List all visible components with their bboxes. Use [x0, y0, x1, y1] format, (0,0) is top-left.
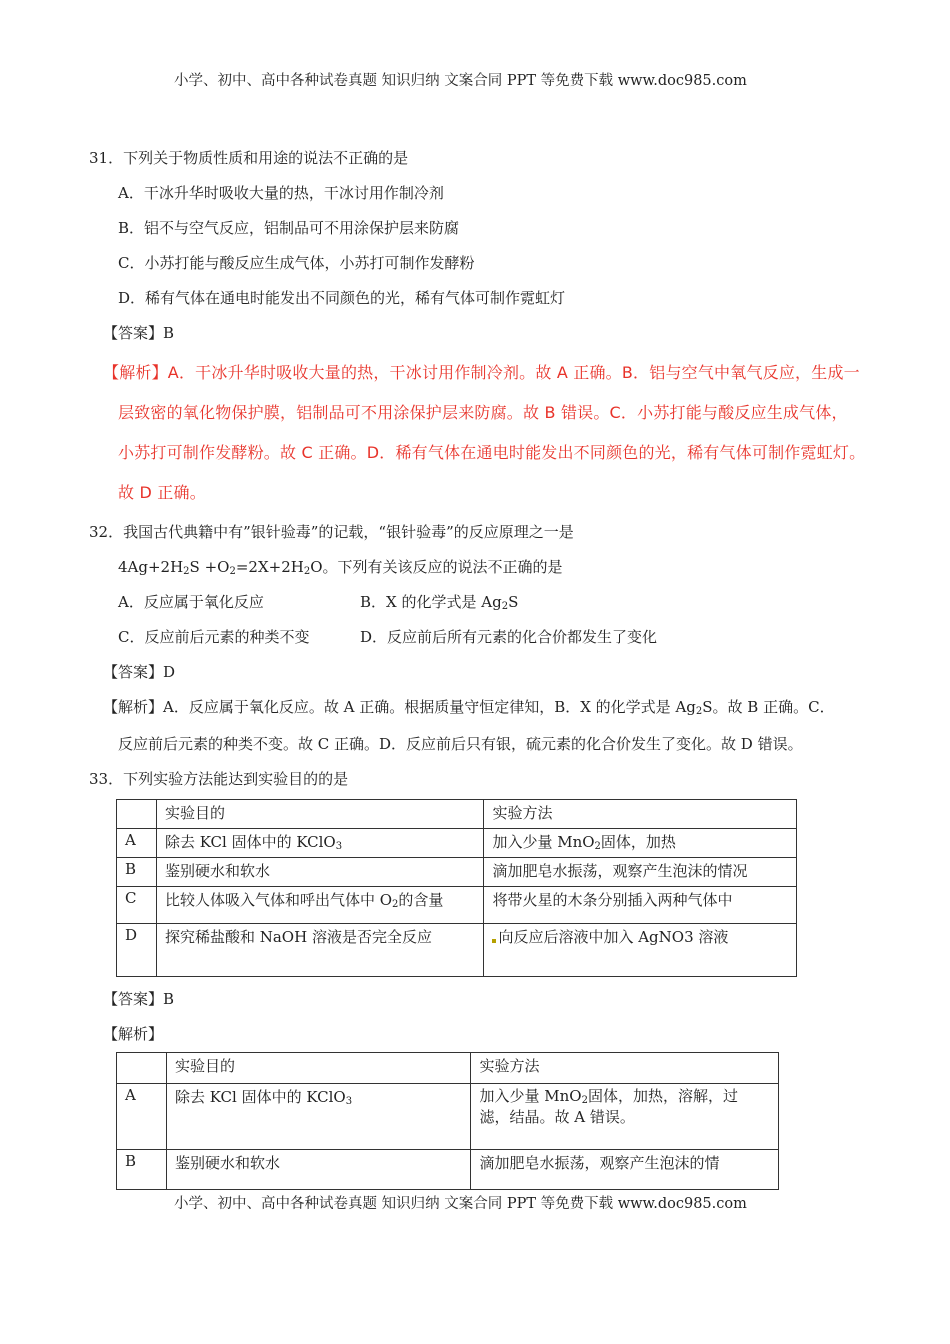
table-header-purpose: 实验目的	[166, 1053, 471, 1084]
table-row-label: C	[117, 887, 157, 924]
table-cell-method: 加入少量 MnO$_2$固体，加热	[484, 829, 797, 858]
question-32-option-c: C．反应前后元素的种类不变	[118, 628, 310, 646]
question-31-analysis-line-2: 层致密的氧化物保护膜，铝制品可不用涂保护层来防腐。故 B 错误。C．小苏打能与酸反应生成气体，	[118, 403, 848, 422]
question-31-analysis-line-4: 故 D 正确。	[118, 483, 206, 502]
question-31-answer: 【答案】B	[103, 324, 175, 342]
question-31-stem: 31．下列关于物质性质和用途的说法不正确的是	[89, 149, 409, 167]
table-cell-method: 将带火星的木条分别插入两种气体中	[484, 887, 797, 924]
table-row	[117, 924, 797, 977]
question-32-answer: 【答案】D	[103, 663, 176, 681]
table-row	[117, 887, 797, 924]
page-footer: 小学、初中、高中各种试卷真题 知识归纳 文案合同 PPT 等免费下载 www.doc985.com	[174, 1196, 747, 1212]
table-header-purpose: 实验目的	[156, 800, 483, 829]
table-cell-purpose: 除去 KCl 固体中的 KClO$_3$	[166, 1084, 471, 1150]
table-row-label: B	[117, 1150, 167, 1190]
question-31-option-c: C．小苏打能与酸反应生成气体，小苏打可制作发酵粉	[118, 254, 475, 272]
table-row	[117, 858, 797, 887]
question-33-analysis-label: 【解析】	[103, 1025, 164, 1043]
experiment-table	[116, 799, 797, 977]
question-32-equation: $4Ag+2H_2S +O_2=2X+2H_2O$。下列有关该反应的说法不正确的是	[118, 558, 563, 577]
table-header-method: 实验方法	[471, 1053, 779, 1084]
question-32-analysis-line-1: 【解析】A．反应属于氧化反应。故 A 正确。根据质量守恒定律知，B．X 的化学式是 $Ag_2S$。故 B 正确。C．	[103, 698, 835, 717]
table-row	[117, 829, 797, 858]
question-33-stem: 33．下列实验方法能达到实验目的的是	[89, 770, 349, 788]
question-32-stem: 32．我国古代典籍中有”银针验毒”的记载，“银针验毒”的反应原理之一是	[89, 523, 574, 541]
table-cell-method: 向反应后溶液中加入 AgNO3 溶液	[484, 924, 797, 977]
question-31-analysis-line-3: 小苏打可制作发酵粉。故 C 正确。D．稀有气体在通电时能发出不同颜色的光，稀有气体可制作霓虹灯。	[118, 443, 866, 462]
table-cell-purpose: 比较人体吸入气体和呼出气体中 $O_2$的含量	[156, 887, 483, 924]
question-31-option-d: D．稀有气体在通电时能发出不同颜色的光，稀有气体可制作霓虹灯	[118, 289, 566, 307]
table-row-label: A	[117, 1084, 167, 1150]
table-cell-purpose: 除去 KCl 固体中的 KClO$_3$	[156, 829, 483, 858]
table-header-method: 实验方法	[484, 800, 797, 829]
table-cell-purpose: 探究稀盐酸和 NaOH 溶液是否完全反应	[156, 924, 483, 977]
table-cell-purpose: 鉴别硬水和软水	[166, 1150, 471, 1190]
question-32-option-b: B．X 的化学式是 $Ag_2S$	[360, 593, 519, 612]
table-cell-method: 加入少量 MnO$_2$固体，加热，溶解，过 滤，结晶。故 A 错误。	[471, 1084, 779, 1150]
table-header-row	[117, 1053, 779, 1084]
table-cell	[117, 800, 157, 829]
table-row-label: A	[117, 829, 157, 858]
question-32-option-a: A．反应属于氧化反应	[118, 593, 264, 611]
page-header: 小学、初中、高中各种试卷真题 知识归纳 文案合同 PPT 等免费下载 www.doc985.com	[174, 73, 747, 89]
table-cell	[117, 1053, 167, 1084]
analysis-table	[116, 1052, 779, 1190]
table-row	[117, 1084, 779, 1150]
question-31-option-a: A．干冰升华时吸收大量的热，干冰讨用作制冷剂	[118, 184, 444, 202]
table-row-label: B	[117, 858, 157, 887]
question-31-option-b: B．铝不与空气反应，铝制品可不用涂保护层来防腐	[118, 219, 460, 237]
question-31-analysis-line-1: 【解析】A．干冰升华时吸收大量的热，干冰讨用作制冷剂。故 A 正确。B．铝与空气中氧气反应，生成一	[103, 363, 860, 382]
question-32-analysis-line-2: 反应前后元素的种类不变。故 C 正确。D．反应前后只有银，硫元素的化合价发生了变化。故 D 错误。	[118, 735, 803, 753]
marker-dot	[492, 939, 496, 943]
table-cell-purpose: 鉴别硬水和软水	[156, 858, 483, 887]
table-row	[117, 1150, 779, 1190]
table-header-row	[117, 800, 797, 829]
question-33-answer: 【答案】B	[103, 990, 175, 1008]
table-row-label: D	[117, 924, 157, 977]
table-cell-method: 滴加肥皂水振荡，观察产生泡沫的情况	[484, 858, 797, 887]
question-32-option-d: D．反应前后所有元素的化合价都发生了变化	[360, 628, 658, 646]
table-cell-method: 滴加肥皂水振荡，观察产生泡沫的情	[471, 1150, 779, 1190]
